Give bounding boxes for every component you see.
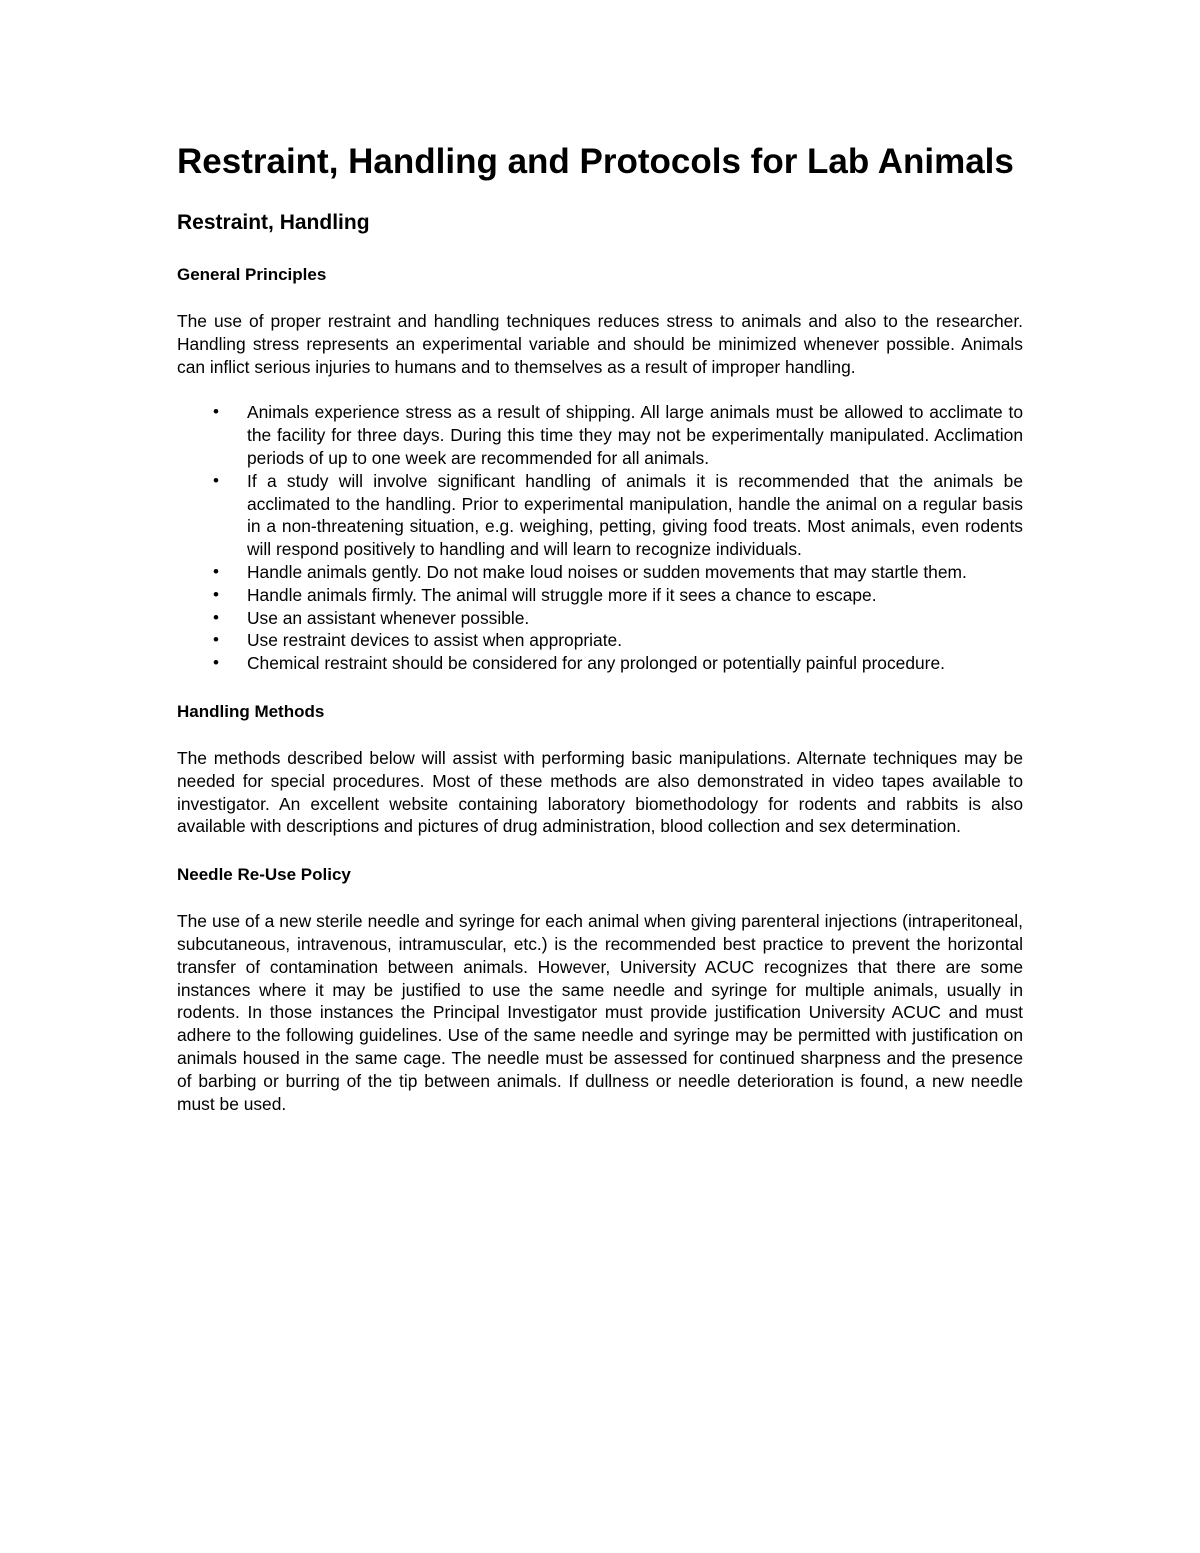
section-title: Restraint, Handling — [177, 211, 370, 234]
general-principles-list — [177, 401, 1023, 675]
list-item-text: Handle animals firmly. The animal will struggle more if it sees a chance to escape. — [247, 584, 877, 605]
list-item-text: Handle animals gently. Do not make loud noises or sudden movements that may startle them. — [247, 561, 967, 582]
list-item-text: If a study will involve significant handling of animals it is recommended that the animals be acclimated to the handling. Prior to experimental manipulation, handle the animal on a regular basis in a non-threatening situation, e.g. weighing, petting, giving food treats. Most animals, even rodents will respond positively to handling and will learn to recognize individuals. — [247, 470, 1023, 560]
bullet-icon: • — [213, 470, 219, 490]
list-item — [213, 629, 1023, 652]
list-item-text: Animals experience stress as a result of shipping. All large animals must be allowed to acclimate to the facility for three days. During this time they may not be experimentally manipulated. Acclimation periods of up to one week are recommended for all animals. — [247, 402, 1023, 468]
list-item-text: Use restraint devices to assist when appropriate. — [247, 630, 623, 651]
bullet-icon: • — [213, 653, 219, 673]
list-item — [213, 607, 1023, 630]
list-item — [213, 401, 1023, 469]
document-page — [177, 138, 1023, 1115]
bullet-icon: • — [213, 561, 219, 581]
handling-methods-heading: Handling Methods — [177, 701, 325, 721]
bullet-icon: • — [213, 630, 219, 650]
document-title: Restraint, Handling and Protocols for Lab Animals — [177, 142, 1014, 181]
list-item-text: Use an assistant whenever possible. — [247, 607, 530, 628]
handling-methods-text: The methods described below will assist with performing basic manipulations. Alternate techniques may be needed for special procedures. Most of these methods are also demonstrated in video tapes available to investigator. An excellent website containing laboratory biomethodology for rodents and rabbits is also available with descriptions and pictures of drug administration, blood collection and sex determination. — [177, 747, 1023, 837]
bullet-icon: • — [213, 607, 219, 627]
list-item — [213, 584, 1023, 607]
bullet-icon: • — [213, 584, 219, 604]
list-item-text: Chemical restraint should be considered for any prolonged or potentially painful procedure. — [247, 653, 945, 674]
list-item — [213, 561, 1023, 584]
needle-policy-text: The use of a new sterile needle and syringe for each animal when giving parenteral injections (intraperitoneal, subcutaneous, intravenous, intramuscular, etc.) is the recommended best practice to prevent the horizontal transfer of contamination between animals. However, University ACUC recognizes that there are some instances where it may be justified to use the same needle and syringe for multiple animals, usually in rodents. In those instances the Principal Investigator must provide justification University ACUC and must adhere to the following guidelines. Use of the same needle and syringe may be permitted with justification on animals housed in the same cage. The needle must be assessed for continued sharpness and the presence of barbing or burring of the tip between animals. If dullness or needle deterioration is found, a new needle must be used. — [177, 911, 1023, 1114]
general-principles-intro: The use of proper restraint and handling techniques reduces stress to animals and also to the researcher. Handling stress represents an experimental variable and should be minimized whenever possible. Animals can inflict serious injuries to humans and to themselves as a result of improper handling. — [177, 311, 1023, 377]
list-item — [213, 652, 1023, 675]
general-principles-heading: General Principles — [177, 265, 327, 284]
needle-policy-heading: Needle Re-Use Policy — [177, 865, 351, 885]
list-item — [213, 470, 1023, 561]
bullet-icon: • — [213, 402, 219, 422]
